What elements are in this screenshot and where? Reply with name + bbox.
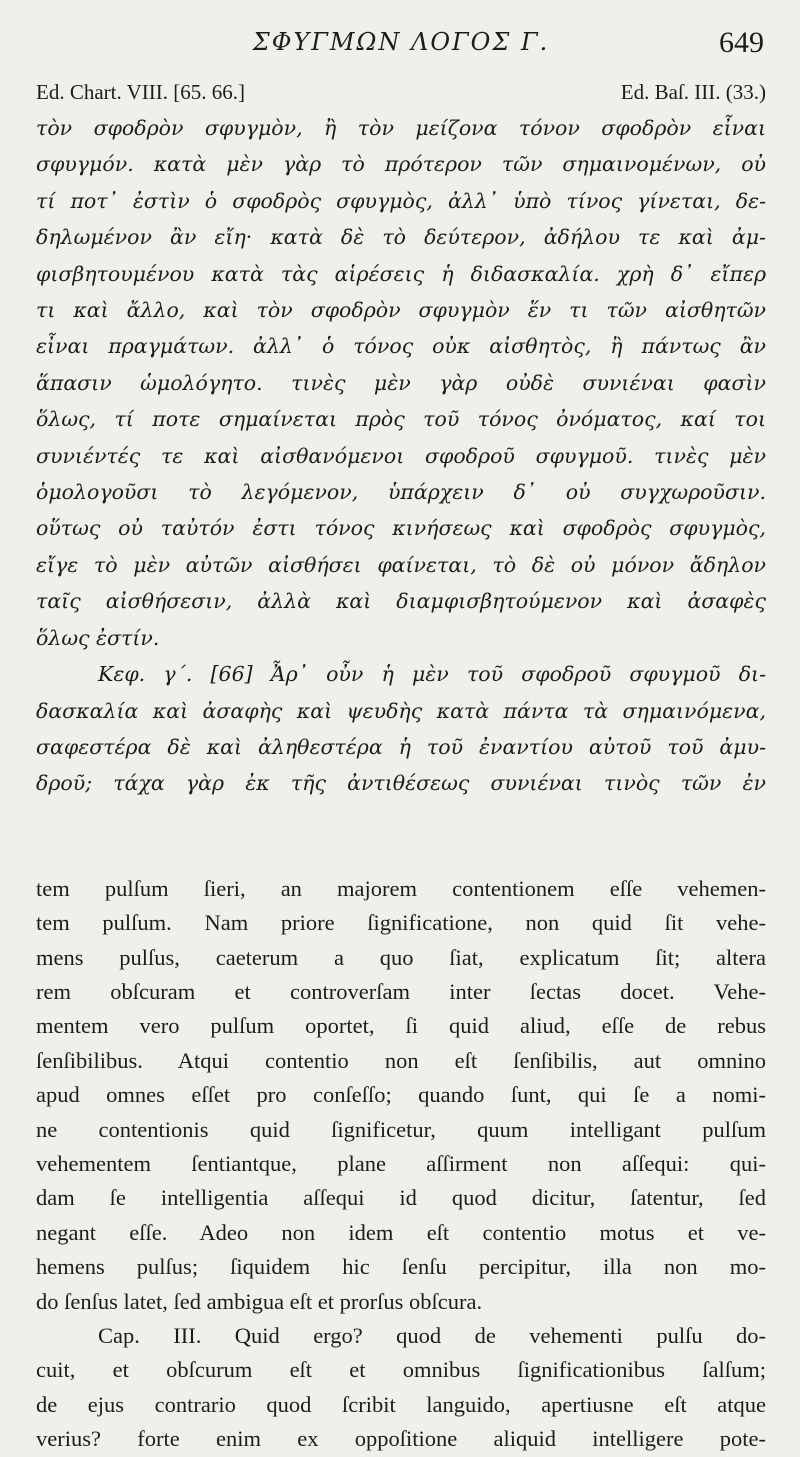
greek-line: εἶναι πραγμάτων. ἀλλ᾿ ὁ τόνος οὐκ αἰσθητὸς, ἢ πάντως ἂν xyxy=(36,334,766,359)
greek-line: συνιέντές τε καὶ αἰσθανόμενοι σφοδροῦ σφυγμοῦ. τινὲς μὲν xyxy=(36,443,766,468)
greek-line: δροῦ; τάχα γὰρ ἐκ τῆς ἀντιθέσεως συνιέναι τινὸς τῶν ἐν xyxy=(36,771,766,796)
latin-line: hemens pulſus; ſiquidem hic ſenſu percipitur, illa non mo- xyxy=(36,1254,766,1280)
greek-chapter-heading-line: Κεφ. γ΄. [66] Ἆρ᾿ οὖν ἡ μὲν τοῦ σφοδροῦ σφυγμοῦ δι- xyxy=(98,662,766,687)
running-title: ΣΦΥΓΜΩΝ ΛΟΓΟΣ Γ. xyxy=(252,28,550,56)
greek-line: σφυγμόν. κατὰ μὲν γὰρ τὸ πρότερον τῶν σημαινομένων, οὐ xyxy=(36,152,766,177)
latin-line: dam ſe intelligentia aſſequi id quod dicitur, ſatentur, ſed xyxy=(36,1185,766,1211)
column-gap xyxy=(36,802,766,872)
latin-line: de ejus contrario quod ſcribit languido, apertiusne eſt atque xyxy=(36,1391,766,1417)
greek-line: ταῖς αἰσθήσεσιν, ἀλλὰ καὶ διαμφισβητούμενον καὶ ἀσαφὲς xyxy=(36,589,766,614)
edition-basel-ref: Ed. Baſ. III. (33.) xyxy=(620,80,766,104)
latin-line: vehementem ſentiantque, plane aſſirment non aſſequi: qui- xyxy=(36,1150,766,1176)
greek-line: τι καὶ ἄλλο, καὶ τὸν σφοδρὸν σφυγμὸν ἕν τι τῶν αἰσθητῶν xyxy=(36,298,766,323)
greek-line: εἴγε τὸ μὲν αὐτῶν αἰσθήσει φαίνεται, τὸ δὲ οὐ μόνον ἄδηλον xyxy=(36,552,766,577)
greek-text-block xyxy=(36,110,766,802)
greek-line: ἅπασιν ὡμολόγητο. τινὲς μὲν γὰρ οὐδὲ συνιέναι φασὶν xyxy=(36,370,766,395)
book-page xyxy=(36,26,766,1457)
latin-line: tem pulſum. Nam priore ſignificatione, non quid ſit vehe- xyxy=(36,910,766,936)
greek-line: τὸν σφοδρὸν σφυγμὸν, ἢ τὸν μείζονα τόνον σφοδρὸν εἶναι xyxy=(36,116,766,140)
greek-line: ὅλως, τί ποτε σημαίνεται πρὸς τοῦ τόνος ὀνόματος, καί τοι xyxy=(36,407,766,432)
edition-reference-line xyxy=(36,80,766,110)
latin-line: do ſenſus latet, ſed ambigua eſt et prorſus obſcura. xyxy=(36,1288,483,1314)
latin-chapter-heading-line: Cap. III. Quid ergo? quod de vehementi pulſu do- xyxy=(98,1323,766,1348)
greek-line: σαφεστέρα δὲ καὶ ἀληθεστέρα ἡ τοῦ ἐναντίου αὐτοῦ τοῦ ἀμυ- xyxy=(36,734,766,759)
greek-line: τί ποτ᾿ ἐστὶν ὁ σφοδρὸς σφυγμὸς, ἀλλ᾿ ὑπὸ τίνος γίνεται, δε- xyxy=(36,188,766,213)
latin-line: mentem vero pulſum oportet, ſi quid aliud, eſſe de rebus xyxy=(36,1013,766,1039)
latin-line: mens pulſus, caeterum a quo ſiat, explicatum ſit; altera xyxy=(36,944,766,970)
latin-line: ne contentionis quid ſignificetur, quum intelligant pulſum xyxy=(36,1116,766,1142)
greek-line: δηλωμένον ἂν εἴη· κατὰ δὲ τὸ δεύτερον, ἀδήλου τε καὶ ἀμ- xyxy=(36,225,766,250)
latin-line: cuit, et obſcurum eſt et omnibus ſignificationibus ſalſum; xyxy=(36,1357,766,1383)
latin-line: apud omnes eſſet pro conſeſſo; quando ſunt, qui ſe a nomi- xyxy=(36,1082,766,1108)
latin-line: rem obſcuram et controverſam inter ſectas docet. Vehe- xyxy=(36,978,766,1004)
edition-chart-ref: Ed. Chart. VIII. [65. 66.] xyxy=(36,80,245,104)
greek-line: οὕτως οὐ ταὐτόν ἐστι τόνος κινήσεως καὶ σφοδρὸς σφυγμὸς, xyxy=(36,516,766,541)
greek-line: ὅλως ἐστίν. xyxy=(36,625,160,650)
greek-line: φισβητουμένου κατὰ τὰς αἱρέσεις ἡ διδασκαλία. χρὴ δ᾿ εἴπερ xyxy=(36,261,766,286)
greek-line: ὁμολογοῦσι τὸ λεγόμενον, ὑπάρχειν δ᾿ οὐ συγχωροῦσιν. xyxy=(36,480,766,505)
latin-line: tem pulſum ſieri, an majorem contentionem eſſe vehemen- xyxy=(36,875,766,901)
latin-line: negant eſſe. Adeo non idem eſt contentio motus et ve- xyxy=(36,1219,766,1245)
latin-line: verius? forte enim ex oppoſitione aliquid intelligere pote- xyxy=(36,1426,766,1452)
page-number: 649 xyxy=(719,26,764,59)
running-head xyxy=(36,26,766,80)
greek-line: δασκαλία καὶ ἀσαφὴς καὶ ψευδὴς κατὰ πάντα τὰ σημαινόμενα, xyxy=(36,698,766,723)
latin-text-block xyxy=(36,872,766,1457)
latin-line: ſenſibilibus. Atqui contentio non eſt ſenſibilis, aut omnino xyxy=(36,1047,766,1073)
